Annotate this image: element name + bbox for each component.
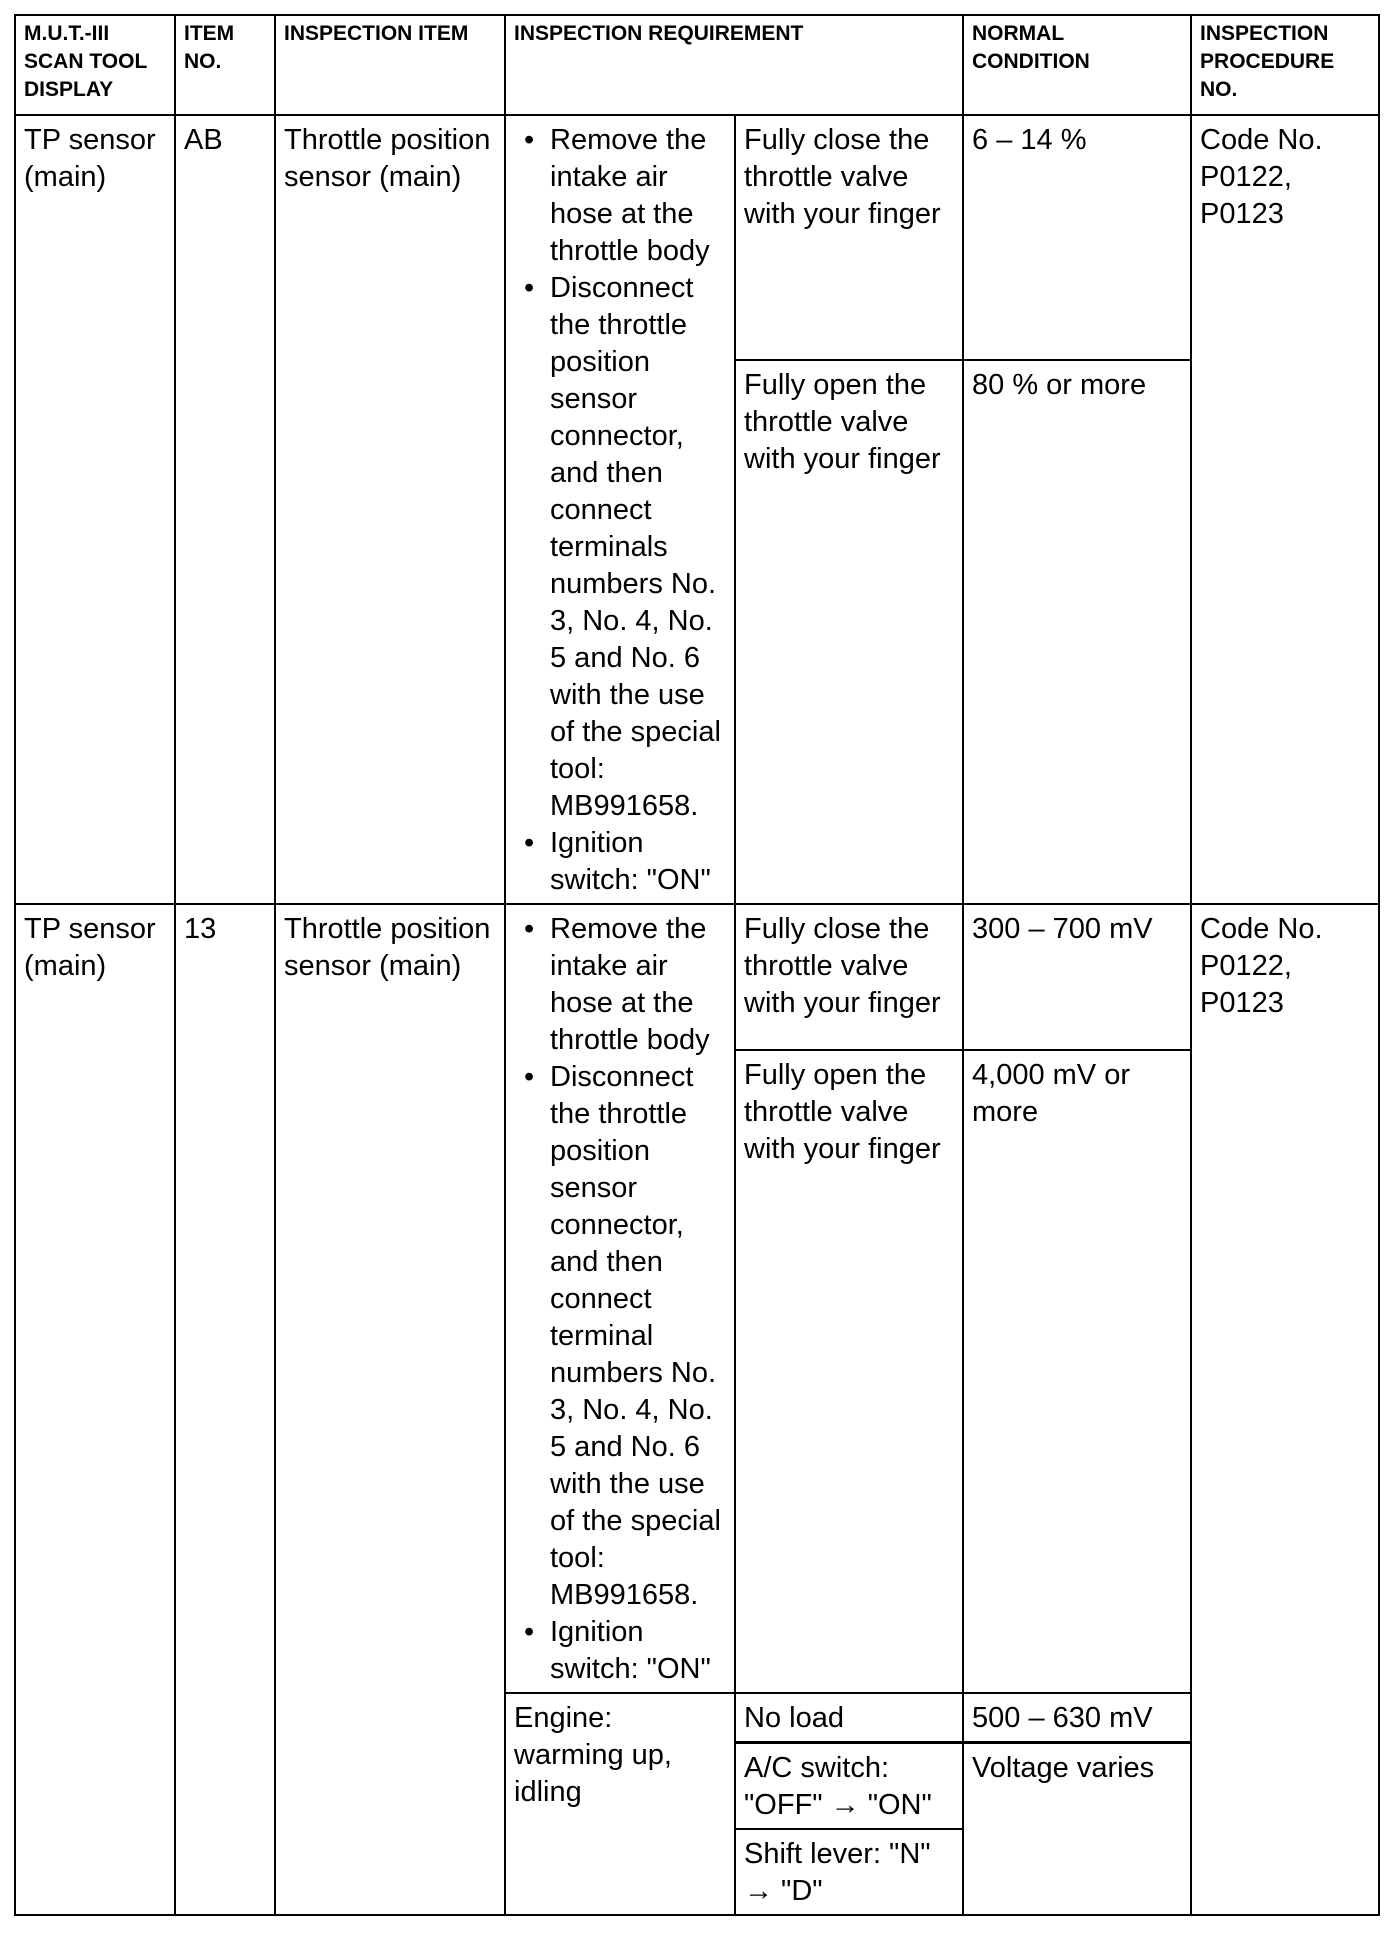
display-cell: TP sensor (main)	[15, 115, 175, 904]
header-inspection-requirement: INSPECTION REQUIREMENT	[505, 15, 963, 115]
list-item: • Disconnect the throttle position sensor connector, and then connect terminals numbers No. 3, No. 4, No. 5 and No. 6 with the use of the special tool: MB991658.	[550, 270, 726, 825]
condition-state-cell: Fully open the throttle valve with your finger	[735, 360, 963, 904]
list-item: • Ignition switch: "ON"	[550, 825, 726, 899]
list-item: • Remove the intake air hose at the throttle body	[550, 911, 726, 1059]
list-item: • Ignition switch: "ON"	[550, 1614, 726, 1688]
header-normal-condition: NORMAL CONDITION	[963, 15, 1191, 115]
header-display: M.U.T.-III SCAN TOOL DISPLAY	[15, 15, 175, 115]
condition-state-cell: Fully open the throttle valve with your finger	[735, 1050, 963, 1693]
inspection-item-cell: Throttle position sensor (main)	[275, 115, 505, 904]
list-item: • Disconnect the throttle position sensor connector, and then connect terminal numbers No. 3, No. 4, No. 5 and No. 6 with the use of the special tool: MB991658.	[550, 1059, 726, 1614]
table-row	[15, 115, 1379, 360]
normal-value-cell: 300 – 700 mV	[963, 904, 1191, 1050]
requirement-list	[514, 122, 726, 899]
normal-value-cell: Voltage varies	[963, 1743, 1191, 1916]
requirement-cell	[505, 904, 735, 1693]
condition-state-cell: Shift lever: "N" → "D"	[735, 1829, 963, 1915]
item-no-cell: AB	[175, 115, 275, 904]
display-cell: TP sensor (main)	[15, 904, 175, 1915]
condition-state-cell: Fully close the throttle valve with your finger	[735, 115, 963, 360]
header-row	[15, 15, 1379, 115]
condition-state-cell: Fully close the throttle valve with your finger	[735, 904, 963, 1050]
inspection-item-cell: Throttle position sensor (main)	[275, 904, 505, 1915]
condition-state-cell: No load	[735, 1693, 963, 1743]
header-inspection-item: INSPECTION ITEM	[275, 15, 505, 115]
condition-state-cell: A/C switch: "OFF" → "ON"	[735, 1743, 963, 1830]
header-item-no: ITEM NO.	[175, 15, 275, 115]
table-row	[15, 904, 1379, 1050]
procedure-cell: Code No. P0122, P0123	[1191, 904, 1379, 1915]
list-item: • Remove the intake air hose at the throttle body	[550, 122, 726, 270]
normal-value-cell: 6 – 14 %	[963, 115, 1191, 360]
normal-value-cell: 4,000 mV or more	[963, 1050, 1191, 1693]
procedure-cell: Code No. P0122, P0123	[1191, 115, 1379, 904]
normal-value-cell: 500 – 630 mV	[963, 1693, 1191, 1743]
inspection-table	[14, 14, 1380, 1916]
normal-value-cell: 80 % or more	[963, 360, 1191, 904]
engine-requirement-cell: Engine: warming up, idling	[505, 1693, 735, 1915]
requirement-cell	[505, 115, 735, 904]
item-no-cell: 13	[175, 904, 275, 1915]
header-procedure-no: INSPECTION PROCEDURE NO.	[1191, 15, 1379, 115]
requirement-list	[514, 911, 726, 1688]
